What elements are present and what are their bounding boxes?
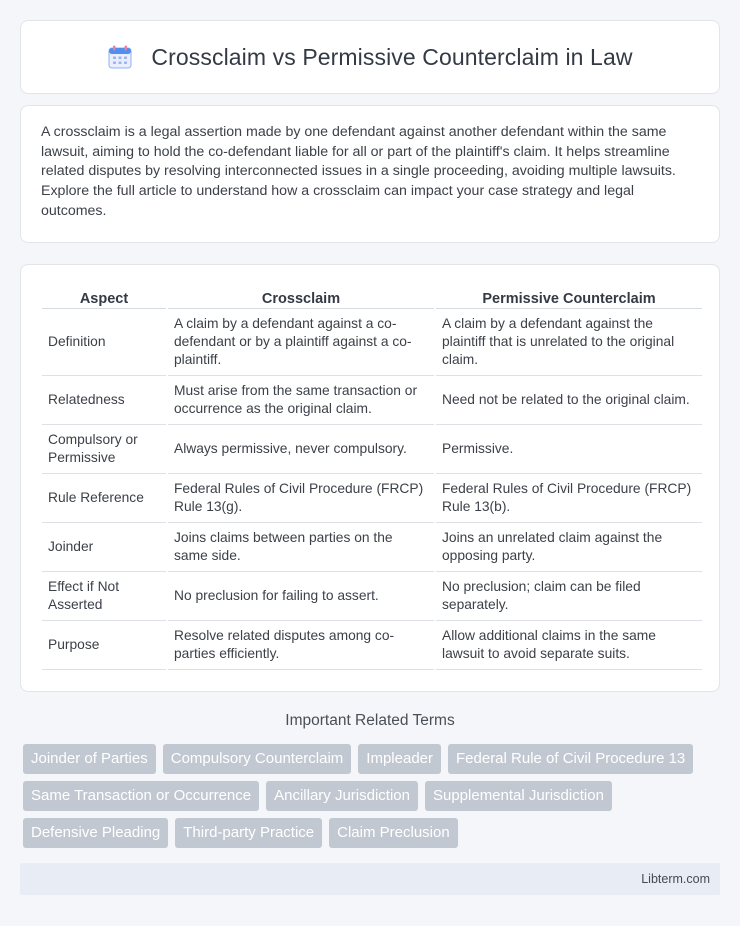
header-aspect: Aspect [42,285,166,309]
tag-impleader[interactable]: Impleader [358,744,441,774]
table-row [42,425,702,474]
footer-site-link[interactable]: Libterm.com [641,872,710,886]
row-crossclaim: Resolve related disputes among co-parties efficiently. [168,621,434,670]
row-crossclaim: A claim by a defendant against a co-defendant or by a plaintiff against a co-plaintiff. [168,309,434,376]
tag-supplemental-jurisdiction[interactable]: Supplemental Jurisdiction [425,781,612,811]
table-header-row [42,285,702,309]
row-aspect: Rule Reference [42,474,166,523]
tag-third-party-practice[interactable]: Third-party Practice [175,818,322,848]
table-row [42,572,702,621]
tag-defensive-pleading[interactable]: Defensive Pleading [23,818,168,848]
table-row [42,376,702,425]
comparison-card [20,264,720,692]
intro-card [20,105,720,243]
tag-ancillary-jurisdiction[interactable]: Ancillary Jurisdiction [266,781,418,811]
row-aspect: Joinder [42,523,166,572]
related-terms-title: Important Related Terms [285,712,455,729]
row-aspect: Definition [42,309,166,376]
row-permissive: Need not be related to the original claim. [436,376,702,425]
header-permissive-counterclaim: Permissive Counterclaim [436,285,702,309]
table-row [42,621,702,670]
row-permissive: A claim by a defendant against the plaintiff that is unrelated to the original claim. [436,309,702,376]
tag-frcp-13[interactable]: Federal Rule of Civil Procedure 13 [448,744,693,774]
footer [20,863,720,895]
title-wrap [107,44,632,71]
row-aspect: Compulsory or Permissive [42,425,166,474]
table-row [42,523,702,572]
row-permissive: Federal Rules of Civil Procedure (FRCP) Rule 13(b). [436,474,702,523]
row-crossclaim: Joins claims between parties on the same side. [168,523,434,572]
row-permissive: Permissive. [436,425,702,474]
row-permissive: Allow additional claims in the same lawsuit to avoid separate suits. [436,621,702,670]
calendar-icon [107,44,133,70]
row-crossclaim: Must arise from the same transaction or occurrence as the original claim. [168,376,434,425]
comparison-table [40,285,704,670]
intro-text: A crossclaim is a legal assertion made by one defendant against another defendant within the same lawsuit, aiming to hold the co-defendant liable for all or part of the plaintiff's claim. It helps streamline related disputes by resolving interconnected issues in a single proceeding, avoiding multiple lawsuits. Explore the full article to understand how a crossclaim can impact your case strategy and legal outcomes. [41,124,676,219]
row-aspect: Effect if Not Asserted [42,572,166,621]
related-terms-list [23,744,723,848]
row-aspect: Purpose [42,621,166,670]
tag-claim-preclusion[interactable]: Claim Preclusion [329,818,458,848]
title-card [20,20,720,94]
row-crossclaim: Federal Rules of Civil Procedure (FRCP) Rule 13(g). [168,474,434,523]
row-permissive: Joins an unrelated claim against the opposing party. [436,523,702,572]
table-row [42,474,702,523]
tag-same-transaction[interactable]: Same Transaction or Occurrence [23,781,259,811]
page-title: Crossclaim vs Permissive Counterclaim in Law [151,43,633,70]
table-row [42,309,702,376]
row-crossclaim: No preclusion for failing to assert. [168,572,434,621]
row-aspect: Relatedness [42,376,166,425]
row-crossclaim: Always permissive, never compulsory. [168,425,434,474]
row-permissive: No preclusion; claim can be filed separately. [436,572,702,621]
tag-joinder-of-parties[interactable]: Joinder of Parties [23,744,156,774]
tag-compulsory-counterclaim[interactable]: Compulsory Counterclaim [163,744,352,774]
header-crossclaim: Crossclaim [168,285,434,309]
